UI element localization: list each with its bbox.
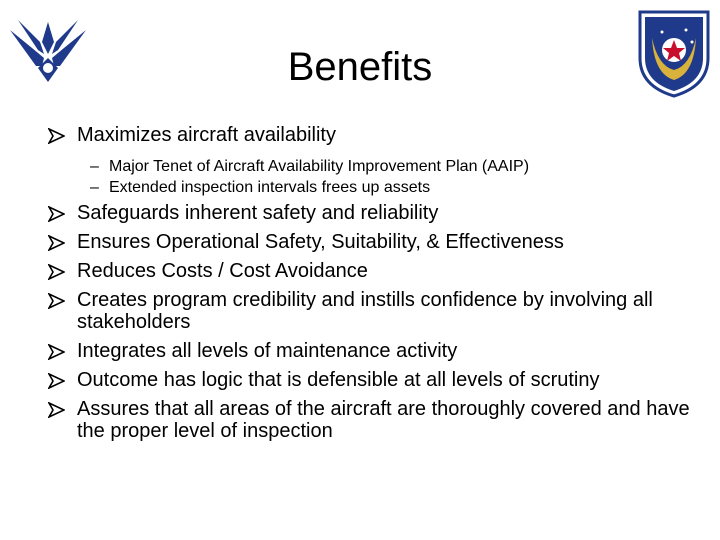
sub-bullet-text: Extended inspection intervals frees up assets (109, 179, 431, 196)
arrowhead-bullet-icon (48, 205, 65, 221)
bullet-text: Creates program credibility and instills confidence by involving all stakeholders (77, 289, 653, 333)
bullet-text: Reduces Costs / Cost Avoidance (77, 260, 368, 282)
bullet-item (48, 231, 708, 253)
bullet-item (48, 124, 708, 146)
bullet-item (48, 398, 708, 442)
bullet-item (48, 289, 708, 333)
bullet-text: Outcome has logic that is defensible at all levels of scrutiny (77, 369, 600, 391)
bullet-text: Ensures Operational Safety, Suitability, & Effectiveness (77, 231, 564, 253)
bullet-text: Maximizes aircraft availability (77, 124, 336, 146)
bullet-text: Safeguards inherent safety and reliability (77, 202, 439, 224)
bullet-item (48, 369, 708, 391)
arrowhead-bullet-icon (48, 234, 65, 250)
bullet-item (48, 340, 708, 362)
bullet-text: Integrates all levels of maintenance activity (77, 340, 458, 362)
bullet-text: Assures that all areas of the aircraft are thoroughly covered and have the proper level of inspection (77, 398, 690, 442)
dash-marker: – (90, 179, 99, 196)
sub-bullet-text: Major Tenet of Aircraft Availability Improvement Plan (AAIP) (109, 158, 530, 175)
bullet-item (48, 260, 708, 282)
arrowhead-bullet-icon (48, 263, 65, 279)
arrowhead-bullet-icon (48, 372, 65, 388)
dash-marker: – (90, 158, 99, 175)
sub-bullet-item (48, 177, 708, 198)
slide-title: Benefits (287, 45, 433, 89)
arrowhead-bullet-icon (48, 127, 65, 143)
arrowhead-bullet-icon (48, 343, 65, 359)
bullet-item (48, 202, 708, 224)
sub-bullet-item (48, 156, 708, 177)
arrowhead-bullet-icon (48, 292, 65, 308)
bullet-list (48, 124, 708, 442)
arrowhead-bullet-icon (48, 401, 65, 417)
